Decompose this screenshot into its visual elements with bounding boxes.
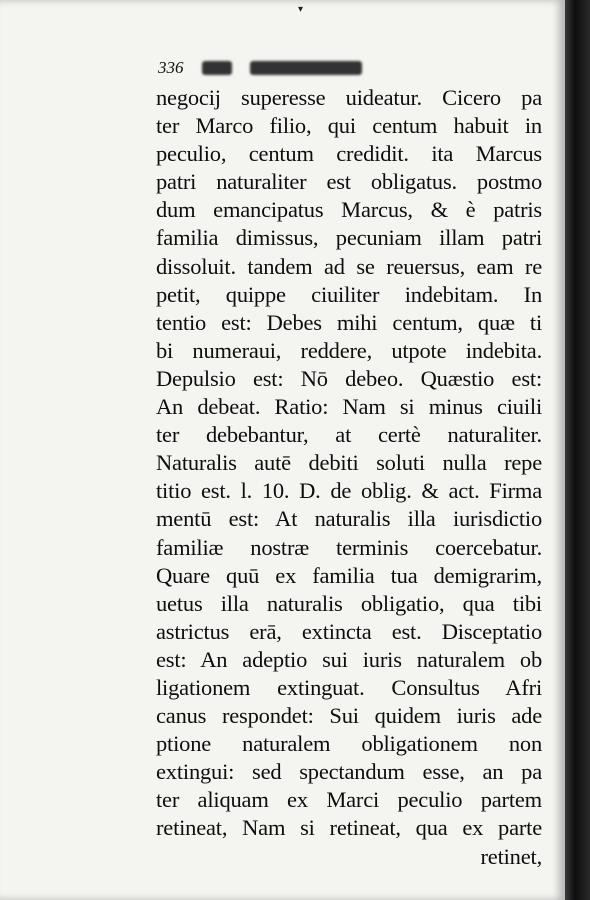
body-text	[156, 84, 542, 871]
text-line: astrictus erā, extincta est. Disceptatio	[156, 618, 542, 644]
text-line: negocij superesse uideatur. Cicero pa	[156, 85, 542, 110]
text-line: uetus illa naturalis obligatio, qua tibi	[156, 590, 542, 616]
ink-speck: ▾	[298, 4, 304, 15]
blotted-head-word-1	[202, 61, 232, 75]
book-gutter-shadow	[565, 0, 590, 900]
text-line: familiæ nostræ terminis coercebatur.	[156, 534, 542, 560]
text-line: peculio, centum credidit. ita Marcus	[156, 141, 542, 167]
text-line: patri naturaliter est obligatus. postmo	[156, 169, 542, 195]
text-line: An debeat. Ratio: Nam si minus ciuili	[156, 394, 542, 420]
text-line: Depulsio est: Nō debeo. Quæstio est:	[156, 365, 542, 391]
text-line: extingui: sed spectandum esse, an pa	[156, 759, 542, 785]
text-line: dum emancipatus Marcus, & è patris	[156, 197, 542, 223]
text-line: ter aliquam ex Marci peculio partem	[156, 787, 542, 813]
text-line: ligationem extinguat. Consultus Afri	[156, 674, 542, 700]
text-line: bi numeraui, reddere, utpote indebita.	[156, 337, 542, 363]
running-head	[158, 56, 362, 80]
text-line: retineat, Nam si retineat, qua ex parte	[156, 815, 542, 841]
text-line: tentio est: Debes mihi centum, quæ ti	[156, 309, 542, 335]
page-number: 336	[158, 58, 184, 77]
text-line: Naturalis autē debiti soluti nulla repe	[156, 450, 542, 476]
text-line: Quare quū ex familia tua demigrarim,	[156, 562, 542, 588]
text-line: petit, quippe ciuiliter indebitam. In	[156, 281, 542, 307]
text-line: ter debebantur, at certè naturaliter.	[156, 422, 542, 448]
text-line: dissoluit. tandem ad se reuersus, eam re	[156, 253, 542, 279]
blotted-head-word-2	[250, 61, 362, 75]
text-line: familia dimissus, pecuniam illam patri	[156, 225, 542, 251]
text-line: ptione naturalem obligationem non	[156, 731, 542, 757]
text-line: mentū est: At naturalis illa iurisdictio	[156, 506, 542, 532]
text-line: ter Marco filio, qui centum habuit in	[156, 113, 542, 139]
text-line: titio est. l. 10. D. de oblig. & act. Firma	[156, 478, 542, 504]
text-line: canus respondet: Sui quidem iuris ade	[156, 703, 542, 729]
text-line: est: An adeptio sui iuris naturalem ob	[156, 646, 542, 672]
catchword: retinet,	[480, 843, 542, 869]
